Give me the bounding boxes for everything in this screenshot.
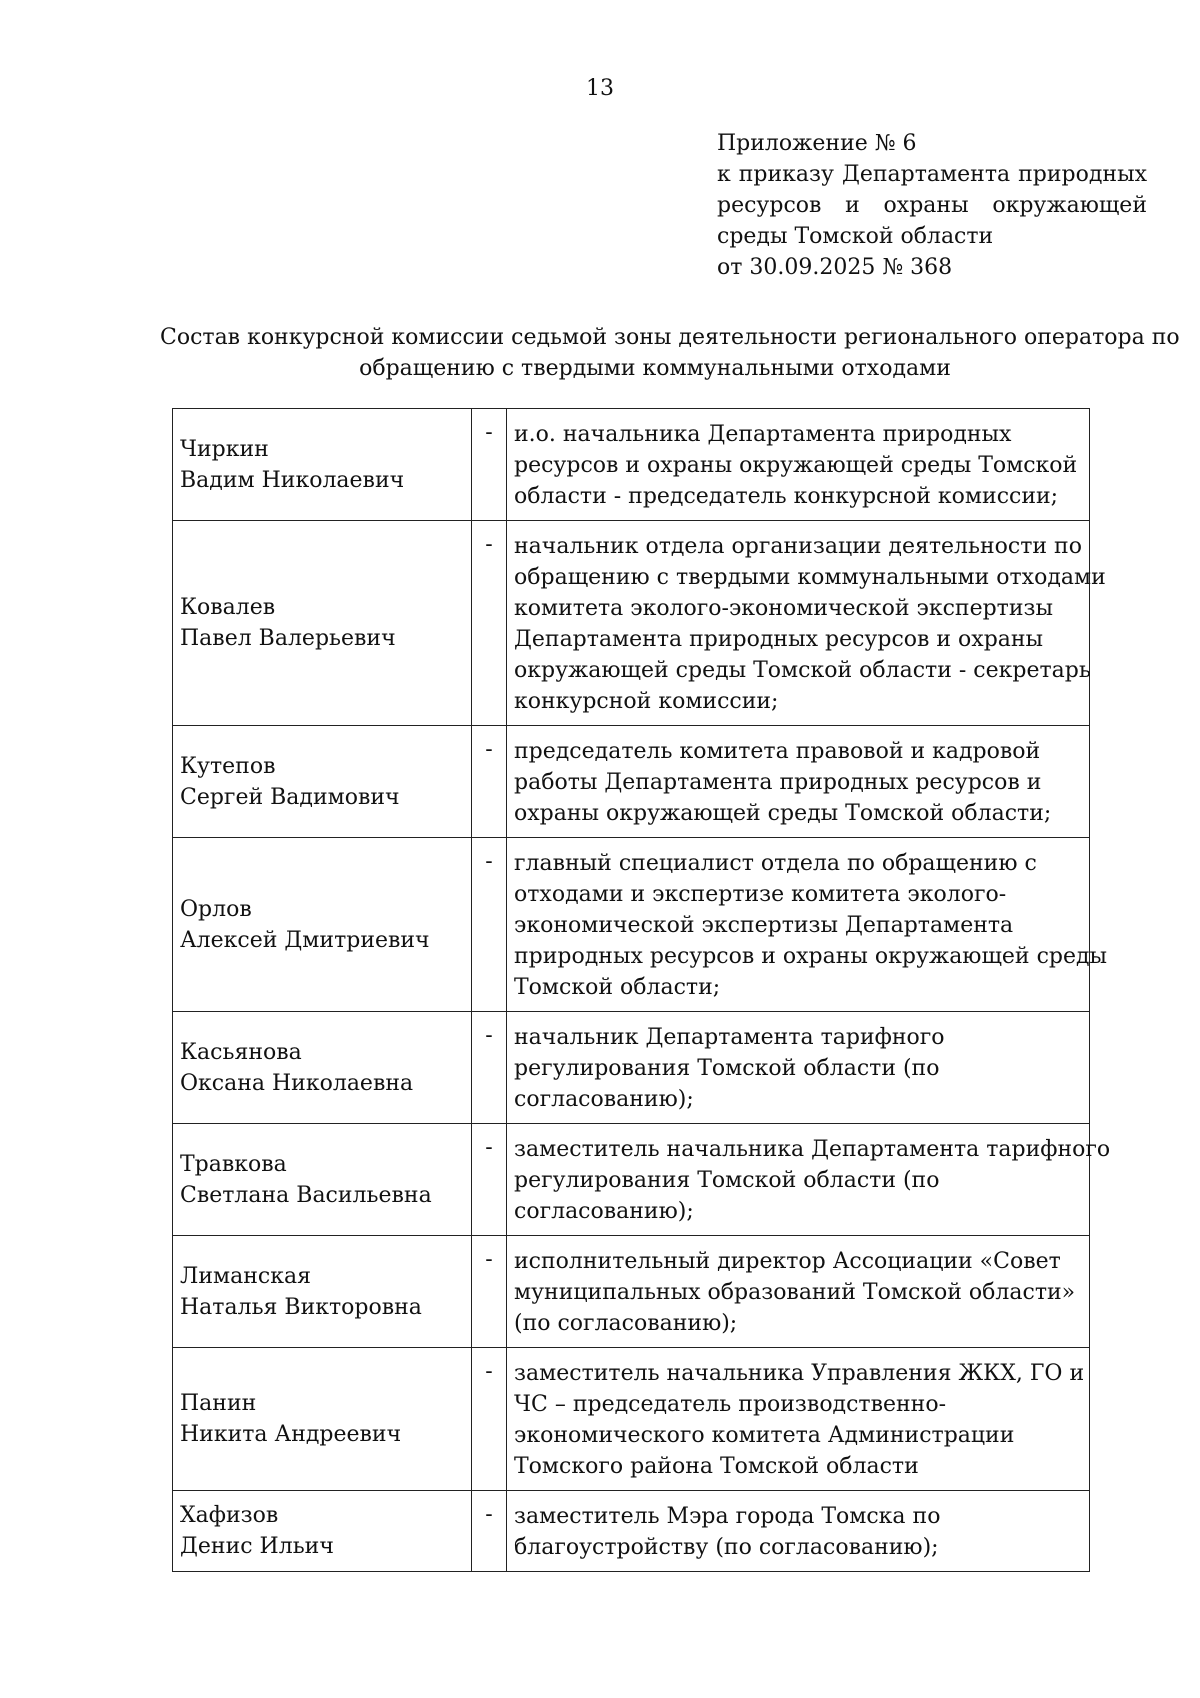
member-surname: Ковалев <box>180 595 276 620</box>
table-row <box>173 1491 1090 1572</box>
member-role-cell <box>507 1348 1090 1491</box>
member-given-names: Оксана Николаевна <box>180 1070 414 1096</box>
dash-cell: - <box>472 1124 507 1236</box>
member-given-names: Вадим Николаевич <box>180 467 405 493</box>
member-role-line: обращению с твердыми коммунальными отходами <box>514 565 1106 590</box>
member-surname: Орлов <box>180 896 252 922</box>
member-role-line: главный специалист отдела по обращению с <box>514 851 1037 876</box>
member-surname: Чиркин <box>180 436 269 462</box>
member-role-cell <box>507 409 1090 521</box>
appendix-order-line-2: ресурсов и охраны окружающей <box>717 193 1147 218</box>
document-title-line-2: обращению с твердыми коммунальными отходами <box>359 356 951 381</box>
member-given-names: Сергей Вадимович <box>180 784 400 810</box>
appendix-number: Приложение № 6 <box>717 131 917 156</box>
member-role-line: ресурсов и охраны окружающей среды Томской <box>514 453 1078 478</box>
member-role-line: Департамента природных ресурсов и охраны <box>514 627 1044 652</box>
member-name-cell <box>173 726 472 838</box>
member-role-line: области - председатель конкурсной комиссии; <box>514 484 1059 509</box>
dash-cell: - <box>472 726 507 838</box>
member-role-line: экономической экспертизы Департамента <box>514 913 1014 938</box>
dash-cell: - <box>472 1012 507 1124</box>
member-role-line: начальник отдела организации деятельности по <box>514 534 1082 559</box>
member-given-names: Денис Ильич <box>180 1534 334 1559</box>
dash-cell: - <box>472 838 507 1012</box>
member-surname: Панин <box>180 1391 257 1416</box>
member-role-line: регулирования Томской области (по <box>514 1056 940 1081</box>
member-role-line: экономического комитета Администрации <box>514 1423 1015 1448</box>
member-given-names: Светлана Васильевна <box>180 1182 432 1208</box>
member-role-line: муниципальных образований Томской области» <box>514 1280 1076 1305</box>
member-role-cell <box>507 1012 1090 1124</box>
commission-table <box>172 408 1111 1572</box>
member-role-line: окружающей среды Томской области - секретарь <box>514 658 1091 683</box>
page-number: 13 <box>586 76 614 101</box>
member-name-cell <box>173 1491 472 1572</box>
member-role-line: охраны окружающей среды Томской области; <box>514 801 1052 826</box>
member-name-cell <box>173 1348 472 1491</box>
member-role-cell <box>507 838 1108 1012</box>
member-role-line: согласованию); <box>514 1199 694 1224</box>
document-title-line-1: Состав конкурсной комиссии седьмой зоны деятельности регионального оператора по <box>160 325 1180 350</box>
member-name-cell <box>173 838 472 1012</box>
member-name-cell <box>173 1236 472 1348</box>
member-role-line: Томского района Томской области <box>514 1454 919 1479</box>
dash-cell: - <box>472 1491 507 1572</box>
member-role-line: отходами и экспертизе комитета эколого- <box>514 882 1007 907</box>
appendix-order-date: от 30.09.2025 № 368 <box>717 255 953 280</box>
table-row <box>173 409 1090 521</box>
table-row <box>173 1348 1090 1491</box>
member-role-line: председатель комитета правовой и кадровой <box>514 739 1041 764</box>
table-row <box>173 1012 1090 1124</box>
member-role-cell <box>507 1236 1090 1348</box>
member-role-line: регулирования Томской области (по <box>514 1168 940 1193</box>
member-surname: Травкова <box>180 1151 287 1177</box>
dash-cell: - <box>472 1348 507 1491</box>
member-role-cell <box>507 521 1106 726</box>
member-role-line: исполнительный директор Ассоциации «Совет <box>514 1249 1061 1274</box>
document-title <box>160 322 1180 384</box>
table-row <box>173 1124 1090 1236</box>
member-given-names: Наталья Викторовна <box>180 1294 422 1320</box>
member-name-cell <box>173 1012 472 1124</box>
member-role-cell <box>507 726 1090 838</box>
table-row <box>173 726 1090 838</box>
member-role-line: Томской области; <box>514 975 721 1000</box>
member-surname: Лиманская <box>180 1263 311 1289</box>
member-role-cell <box>507 1491 1090 1572</box>
member-role-line: начальник Департамента тарифного <box>514 1025 945 1050</box>
member-given-names: Алексей Дмитриевич <box>180 927 430 953</box>
table-row <box>173 1236 1090 1348</box>
member-role-line: согласованию); <box>514 1087 694 1112</box>
member-role-line: заместитель начальника Управления ЖКХ, ГО и <box>514 1361 1085 1386</box>
member-role-line: природных ресурсов и охраны окружающей среды <box>514 944 1108 969</box>
dash-cell: - <box>472 409 507 521</box>
member-role-cell <box>507 1124 1111 1236</box>
member-name-cell <box>173 1124 472 1236</box>
member-given-names: Павел Валерьевич <box>180 626 396 651</box>
member-name-cell <box>173 409 472 521</box>
member-role-line: ЧС – председатель производственно- <box>514 1392 947 1417</box>
member-role-line: благоустройству (по согласованию); <box>514 1535 939 1560</box>
member-surname: Кутепов <box>180 753 276 779</box>
table-row <box>173 838 1090 1012</box>
appendix-order-line-3: среды Томской области <box>717 224 994 249</box>
appendix-header <box>717 128 1147 283</box>
member-surname: Хафизов <box>180 1503 279 1528</box>
dash-cell: - <box>472 1236 507 1348</box>
table-row <box>173 521 1090 726</box>
dash-cell: - <box>472 521 507 726</box>
member-role-line: работы Департамента природных ресурсов и <box>514 770 1042 795</box>
member-role-line: заместитель начальника Департамента тарифного <box>514 1137 1111 1162</box>
member-role-line: и.о. начальника Департамента природных <box>514 422 1012 447</box>
member-surname: Касьянова <box>180 1039 302 1065</box>
member-role-line: заместитель Мэра города Томска по <box>514 1504 941 1529</box>
member-role-line: конкурсной комиссии; <box>514 689 779 714</box>
member-role-line: комитета эколого-экономической экспертизы <box>514 596 1054 621</box>
member-name-cell <box>173 521 472 726</box>
member-given-names: Никита Андреевич <box>180 1422 402 1447</box>
member-role-line: (по согласованию); <box>514 1311 738 1336</box>
appendix-order-line-1: к приказу Департамента природных <box>717 162 1147 187</box>
